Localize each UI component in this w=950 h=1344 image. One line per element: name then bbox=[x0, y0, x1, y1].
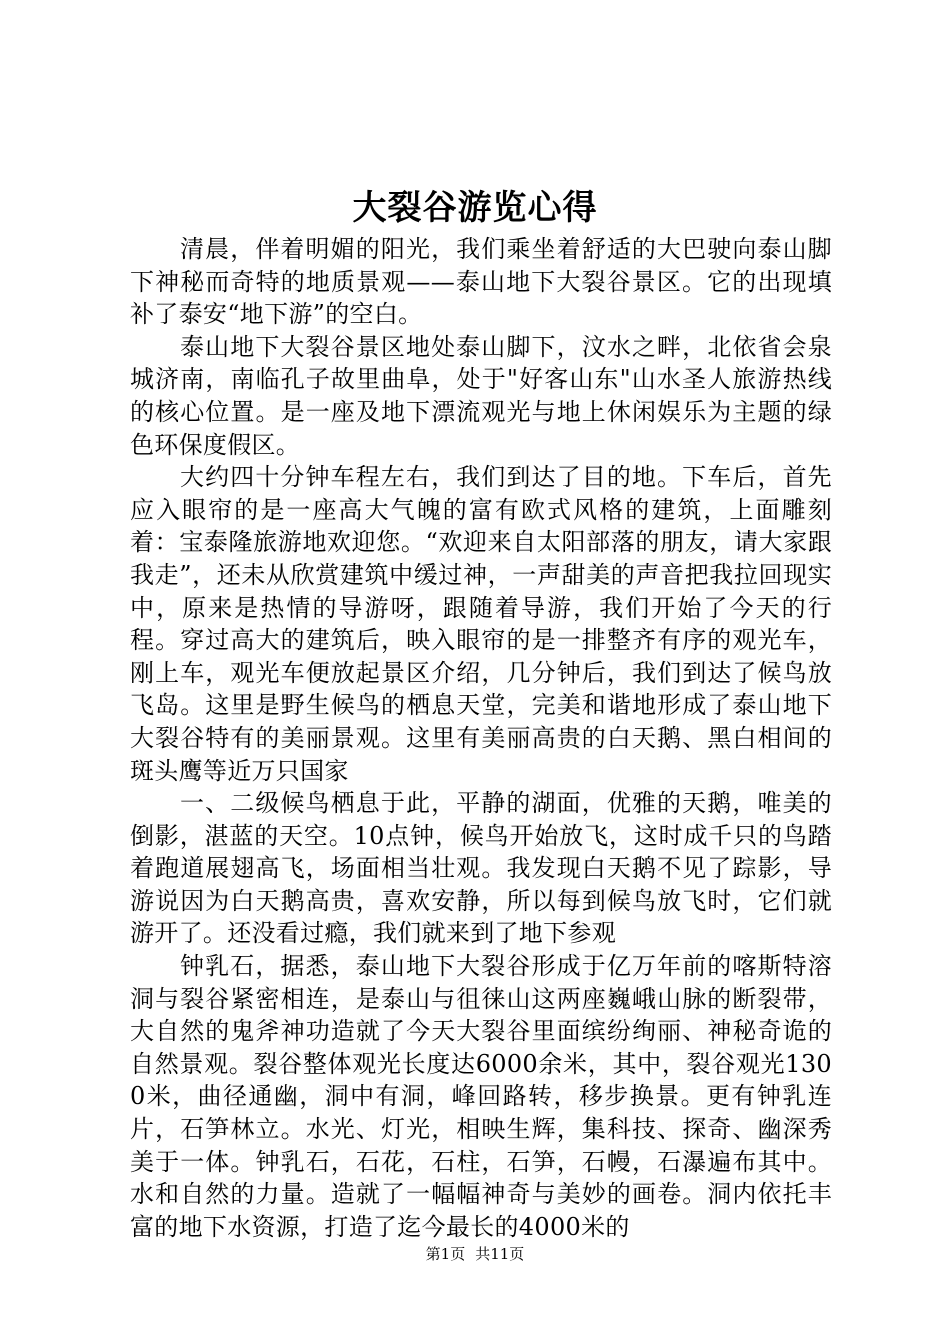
paragraph-5: 钟乳石，据悉，泰山地下大裂谷形成于亿万年前的喀斯特溶洞与裂谷紧密相连，是泰山与徂徕山这两座巍峨山脉的断裂带，大自然的鬼斧神功造就了今天大裂谷里面缤纷绚丽、神秘奇诡的自然景观。裂谷整体观光长度达6000余米，其中，裂谷观光1300米，曲径通幽，洞中有洞，峰回路转，移步换景。更有钟乳连片，石笋林立。水光、灯光，相映生辉，集科技、探奇、幽深秀美于一体。钟乳石，石花，石柱，石笋，石幔，石瀑遍布其中。水和自然的力量。造就了一幅幅神奇与美妙的画卷。洞内依托丰富的地下水资源，打造了迄今最长的4000米的 bbox=[130, 952, 832, 1241]
total-pages: 共11页 bbox=[475, 1245, 525, 1263]
paragraph-2: 泰山地下大裂谷景区地处泰山脚下，汶水之畔，北依省会泉城济南，南临孔子故里曲阜，处于"好客山东"山水圣人旅游热线的核心位置。是一座及地下漂流观光与地上休闲娱乐为主题的绿色环保度假区。 bbox=[130, 332, 832, 459]
page-footer bbox=[0, 1244, 950, 1264]
paragraph-3: 大约四十分钟车程左右，我们到达了目的地。下车后，首先应入眼帘的是一座高大气魄的富有欧式风格的建筑，上面雕刻着：宝泰隆旅游地欢迎您。“欢迎来自太阳部落的朋友，请大家跟我走”，还未从欣赏建筑中缓过神，一声甜美的声音把我拉回现实中，原来是热情的导游呀，跟随着导游，我们开始了今天的行程。穿过高大的建筑后，映入眼帘的是一排整齐有序的观光车，刚上车，观光车便放起景区介绍，几分钟后，我们到达了候鸟放飞岛。这里是野生候鸟的栖息天堂，完美和谐地形成了泰山地下大裂谷特有的美丽景观。这里有美丽高贵的白天鹅、黑白相间的斑头鹰等近万只国家 bbox=[130, 463, 832, 785]
page-number: 第1页 bbox=[425, 1245, 466, 1263]
paragraph-1: 清晨，伴着明媚的阳光，我们乘坐着舒适的大巴驶向泰山脚下神秘而奇特的地质景观——泰山地下大裂谷景区。它的出现填补了泰安“地下游”的空白。 bbox=[130, 235, 832, 329]
document-body bbox=[130, 233, 832, 1243]
paragraph-4: 一、二级候鸟栖息于此，平静的湖面，优雅的天鹅，唯美的倒影，湛蓝的天空。10点钟，候鸟开始放飞，这时成千只的鸟踏着跑道展翅高飞，场面相当壮观。我发现白天鹅不见了踪影，导游说因为白天鹅高贵，喜欢安静，所以每到候鸟放飞时，它们就游开了。还没看过瘾，我们就来到了地下参观 bbox=[130, 789, 832, 948]
document-title: 大裂谷游览心得 bbox=[352, 188, 598, 228]
